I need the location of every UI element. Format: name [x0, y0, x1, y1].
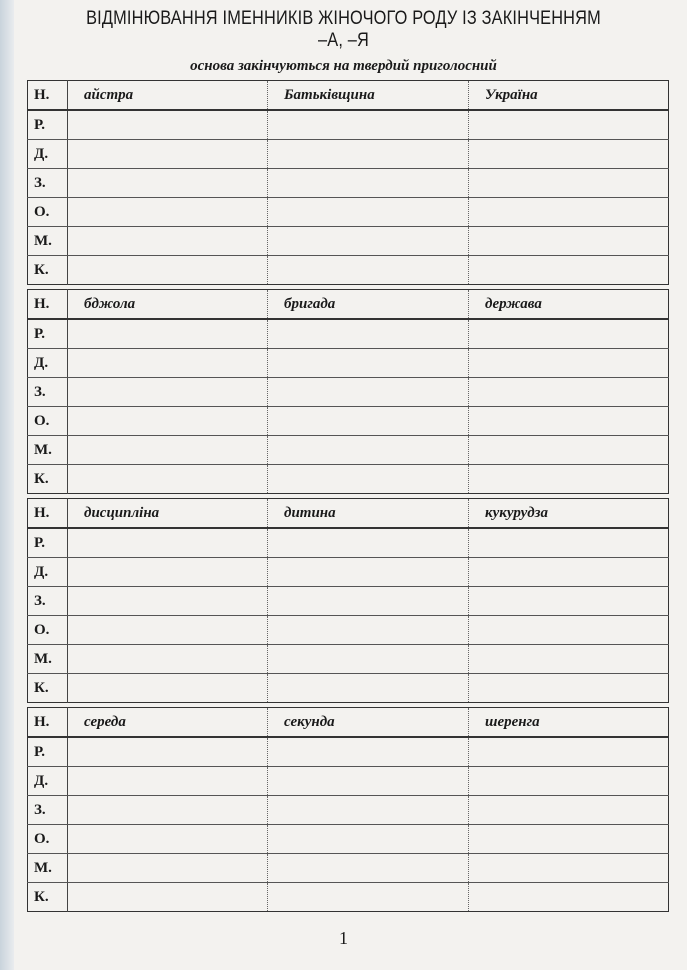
answer-cell[interactable] [469, 140, 669, 169]
case-label: Д. [28, 558, 68, 587]
noun-header: Україна [469, 81, 669, 111]
table-row [28, 737, 669, 767]
answer-cell[interactable] [268, 169, 469, 198]
page-title [48, 8, 639, 52]
answer-cell[interactable] [268, 674, 469, 703]
page-subtitle: основа закінчуються на твердий приголосний [190, 58, 497, 74]
answer-cell[interactable] [68, 796, 268, 825]
table-row [28, 674, 669, 703]
answer-cell[interactable] [68, 767, 268, 796]
table-row [28, 407, 669, 436]
noun-header: держава [469, 290, 669, 320]
case-label: К. [28, 465, 68, 494]
answer-cell[interactable] [268, 465, 469, 494]
answer-cell[interactable] [469, 616, 669, 645]
answer-cell[interactable] [68, 378, 268, 407]
answer-cell[interactable] [268, 349, 469, 378]
answer-cell[interactable] [268, 407, 469, 436]
answer-cell[interactable] [469, 169, 669, 198]
answer-cell[interactable] [469, 767, 669, 796]
case-label: Р. [28, 110, 68, 140]
declension-table-3 [27, 498, 669, 703]
table-row [28, 81, 669, 111]
noun-header: бригада [268, 290, 469, 320]
answer-cell[interactable] [68, 883, 268, 912]
answer-cell[interactable] [68, 319, 268, 349]
case-label: М. [28, 645, 68, 674]
table-row [28, 169, 669, 198]
answer-cell[interactable] [469, 558, 669, 587]
case-label: М. [28, 227, 68, 256]
title-line-2: –А, –Я [317, 30, 369, 51]
answer-cell[interactable] [469, 587, 669, 616]
answer-cell[interactable] [469, 436, 669, 465]
case-label: К. [28, 674, 68, 703]
case-label: З. [28, 169, 68, 198]
answer-cell[interactable] [268, 767, 469, 796]
noun-header: дисципліна [68, 499, 268, 529]
answer-cell[interactable] [268, 587, 469, 616]
table-row [28, 290, 669, 320]
case-label: Р. [28, 737, 68, 767]
table-row [28, 528, 669, 558]
answer-cell[interactable] [268, 854, 469, 883]
case-label: Н. [28, 290, 68, 320]
table-row [28, 708, 669, 738]
case-label: К. [28, 883, 68, 912]
answer-cell[interactable] [68, 825, 268, 854]
answer-cell[interactable] [469, 256, 669, 285]
case-label: Р. [28, 528, 68, 558]
answer-cell[interactable] [469, 854, 669, 883]
answer-cell[interactable] [469, 349, 669, 378]
answer-cell[interactable] [68, 169, 268, 198]
case-label: З. [28, 587, 68, 616]
table-row [28, 198, 669, 227]
answer-cell[interactable] [469, 737, 669, 767]
page-binding-edge [0, 0, 14, 970]
table-row [28, 499, 669, 529]
answer-cell[interactable] [68, 854, 268, 883]
table-row [28, 616, 669, 645]
table-row [28, 256, 669, 285]
case-label: К. [28, 256, 68, 285]
case-label: Д. [28, 767, 68, 796]
noun-header: середа [68, 708, 268, 738]
answer-cell[interactable] [68, 227, 268, 256]
answer-cell[interactable] [68, 528, 268, 558]
answer-cell[interactable] [469, 528, 669, 558]
answer-cell[interactable] [68, 616, 268, 645]
noun-header: дитина [268, 499, 469, 529]
answer-cell[interactable] [268, 378, 469, 407]
answer-cell[interactable] [68, 110, 268, 140]
answer-cell[interactable] [469, 110, 669, 140]
case-label: О. [28, 198, 68, 227]
answer-cell[interactable] [469, 796, 669, 825]
answer-cell[interactable] [68, 587, 268, 616]
case-label: О. [28, 825, 68, 854]
answer-cell[interactable] [469, 825, 669, 854]
answer-cell[interactable] [268, 558, 469, 587]
table-row [28, 349, 669, 378]
noun-header: кукурудза [469, 499, 669, 529]
noun-header: секунда [268, 708, 469, 738]
table-row [28, 767, 669, 796]
answer-cell[interactable] [469, 378, 669, 407]
page-number: 1 [339, 928, 348, 948]
answer-cell[interactable] [68, 465, 268, 494]
answer-cell[interactable] [68, 140, 268, 169]
case-label: М. [28, 854, 68, 883]
table-row [28, 378, 669, 407]
answer-cell[interactable] [268, 883, 469, 912]
case-label: Д. [28, 140, 68, 169]
case-label: О. [28, 407, 68, 436]
answer-cell[interactable] [268, 227, 469, 256]
table-row [28, 587, 669, 616]
case-label: Р. [28, 319, 68, 349]
answer-cell[interactable] [268, 256, 469, 285]
answer-cell[interactable] [268, 140, 469, 169]
table-row [28, 825, 669, 854]
answer-cell[interactable] [469, 407, 669, 436]
table-row [28, 110, 669, 140]
answer-cell[interactable] [68, 407, 268, 436]
title-line-1: ВІДМІНЮВАННЯ ІМЕННИКІВ ЖІНОЧОГО РОДУ ІЗ ЗАКІНЧЕННЯМ [86, 8, 601, 29]
answer-cell[interactable] [268, 198, 469, 227]
case-label: Д. [28, 349, 68, 378]
table-row [28, 854, 669, 883]
answer-cell[interactable] [469, 198, 669, 227]
answer-cell[interactable] [469, 883, 669, 912]
answer-cell[interactable] [268, 616, 469, 645]
answer-cell[interactable] [469, 674, 669, 703]
answer-cell[interactable] [68, 645, 268, 674]
declension-table-1 [27, 80, 669, 285]
case-label: О. [28, 616, 68, 645]
answer-cell[interactable] [268, 737, 469, 767]
table-row [28, 140, 669, 169]
case-label: Н. [28, 81, 68, 111]
noun-header: айстра [68, 81, 268, 111]
answer-cell[interactable] [68, 349, 268, 378]
answer-cell[interactable] [68, 198, 268, 227]
table-row [28, 558, 669, 587]
answer-cell[interactable] [268, 436, 469, 465]
case-label: З. [28, 378, 68, 407]
table-row [28, 436, 669, 465]
declension-table-4 [27, 707, 669, 912]
answer-cell[interactable] [68, 256, 268, 285]
table-row [28, 883, 669, 912]
answer-cell[interactable] [469, 645, 669, 674]
answer-cell[interactable] [68, 436, 268, 465]
answer-cell[interactable] [68, 558, 268, 587]
table-row [28, 796, 669, 825]
answer-cell[interactable] [268, 319, 469, 349]
case-label: Н. [28, 708, 68, 738]
answer-cell[interactable] [68, 737, 268, 767]
noun-header: Батьківщина [268, 81, 469, 111]
noun-header: шеренга [469, 708, 669, 738]
table-row [28, 319, 669, 349]
table-row [28, 465, 669, 494]
table-row [28, 227, 669, 256]
declension-table-2 [27, 289, 669, 494]
case-label: М. [28, 436, 68, 465]
answer-cell[interactable] [268, 825, 469, 854]
case-label: З. [28, 796, 68, 825]
table-row [28, 645, 669, 674]
answer-cell[interactable] [469, 465, 669, 494]
answer-cell[interactable] [68, 674, 268, 703]
noun-header: бджола [68, 290, 268, 320]
answer-cell[interactable] [469, 319, 669, 349]
answer-cell[interactable] [469, 227, 669, 256]
answer-cell[interactable] [268, 528, 469, 558]
answer-cell[interactable] [268, 645, 469, 674]
answer-cell[interactable] [268, 796, 469, 825]
case-label: Н. [28, 499, 68, 529]
answer-cell[interactable] [268, 110, 469, 140]
